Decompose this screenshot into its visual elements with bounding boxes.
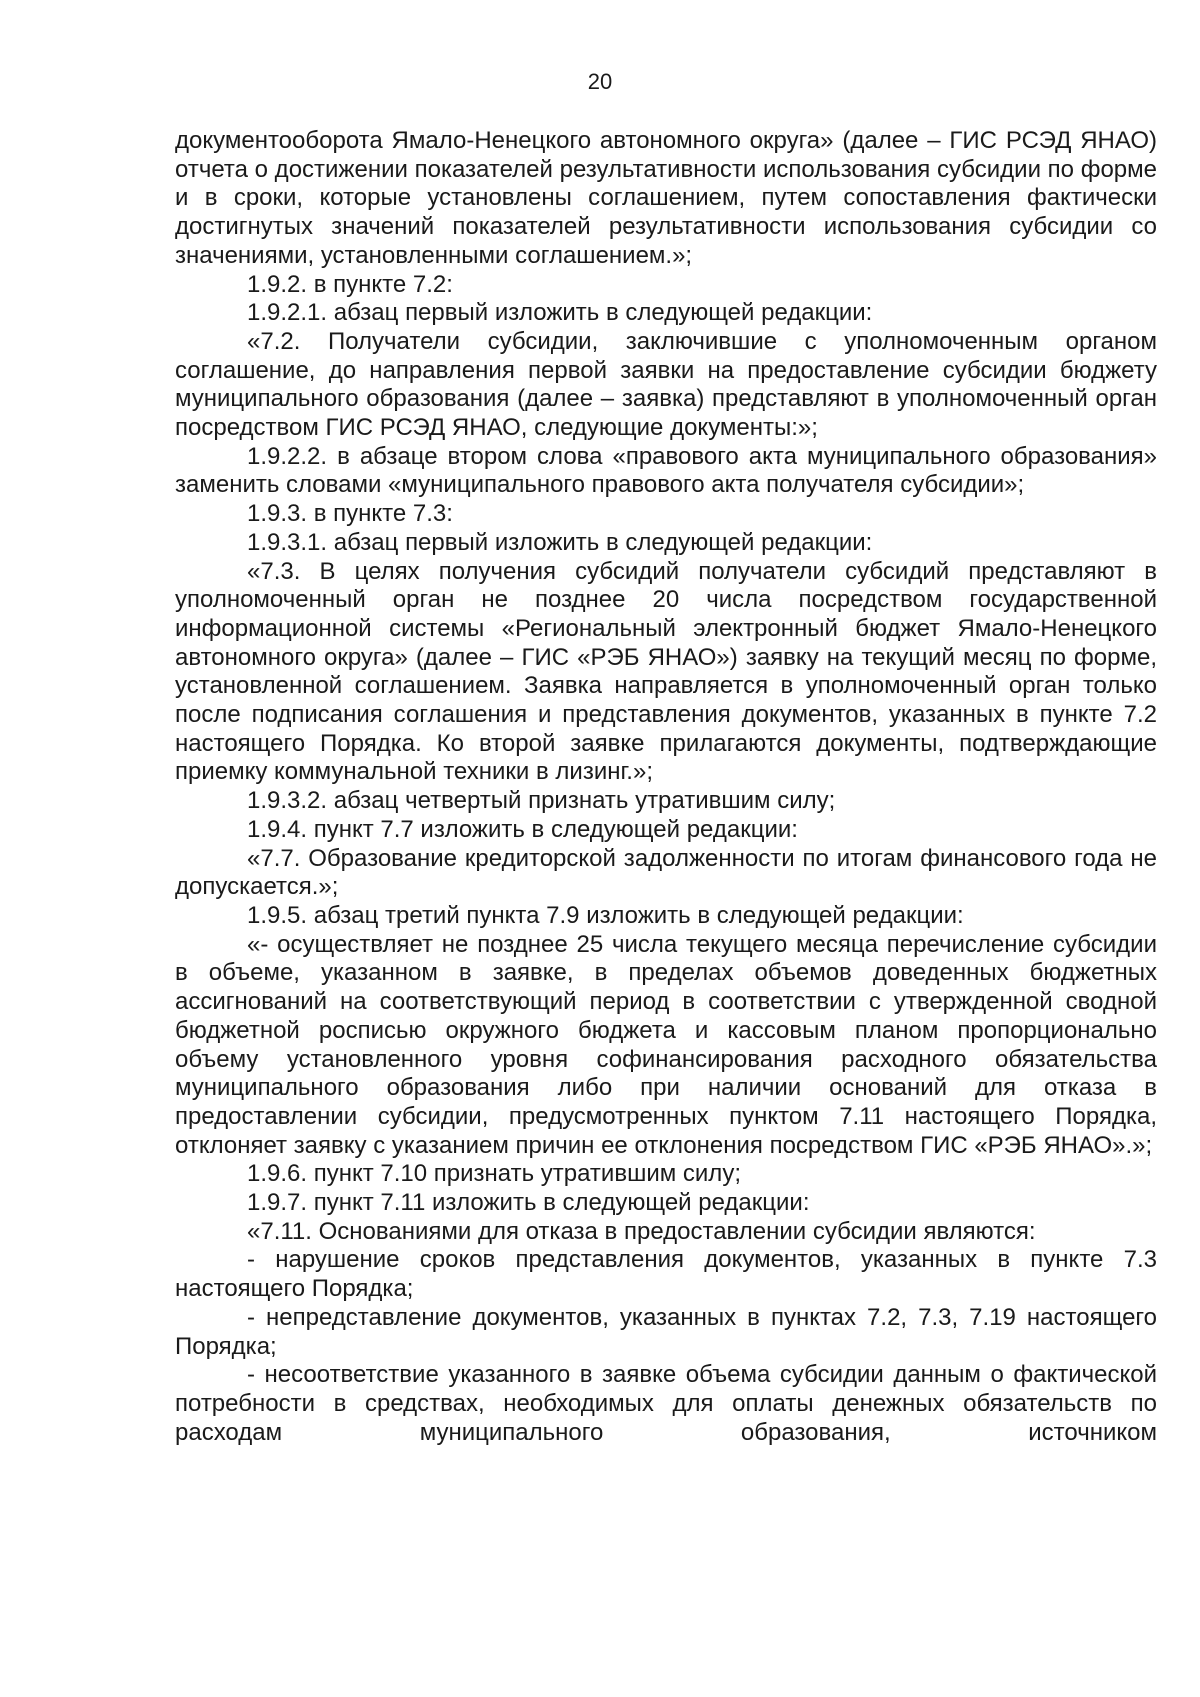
paragraph-item-1-9-2-1: 1.9.2.1. абзац первый изложить в следующей редакции: bbox=[247, 299, 873, 327]
list-item-refusal-2: - непредставление документов, указанных в пунктах 7.2, 7.3, 7.19 настоящего Порядка; bbox=[175, 1303, 1157, 1360]
list-item-refusal-1: - нарушение сроков представления документов, указанных в пункте 7.3 настоящего Порядка; bbox=[175, 1246, 1157, 1303]
list-item-refusal-3: - несоответствие указанного в заявке объема субсидии данным о фактической потребности в средствах, необходимых для оплаты денежных обязательств по расходам муниципального образования, источником bbox=[175, 1361, 1157, 1446]
paragraph-quote-7-7: «7.7. Образование кредиторской задолженности по итогам финансового года не допускается.»; bbox=[175, 844, 1157, 901]
paragraph-quote-7-11: «7.11. Основаниями для отказа в предоставлении субсидии являются: bbox=[247, 1217, 1036, 1245]
paragraph-item-1-9-3-1: 1.9.3.1. абзац первый изложить в следующей редакции: bbox=[247, 528, 873, 556]
paragraph-item-1-9-2-2: 1.9.2.2. в абзаце втором слова «правового акта муниципального образования» заменить словами «муниципального правового акта получателя субсидии»; bbox=[175, 442, 1157, 499]
paragraph-item-1-9-6: 1.9.6. пункт 7.10 признать утратившим силу; bbox=[247, 1160, 741, 1188]
paragraph-item-1-9-2: 1.9.2. в пункте 7.2: bbox=[247, 270, 453, 298]
paragraph-intro: документооборота Ямало-Ненецкого автономного округа» (далее – ГИС РСЭД ЯНАО) отчета о достижении показателей результативности использования субсидии по форме и в сроки, которые установлены соглашением, путем сопоставления фактически достигнутых значений показателей результативности использования субсидии со значениями, установленными соглашением.»; bbox=[175, 127, 1157, 269]
paragraph-quote-7-9: «- осуществляет не позднее 25 числа текущего месяца перечисление субсидии в объеме, указанном в заявке, в пределах объемов доведенных бюджетных ассигнований на соответствующий период в соответствии с утвержденной сводной бюджетной росписью окружного бюджета и кассовым планом пропорционально объему установленного уровня софинансирования расходного обязательства муниципального образования либо при наличии оснований для отказа в предоставлении субсидии, предусмотренных пунктом 7.11 настоящего Порядка, отклоняет заявку с указанием причин ее отклонения посредством ГИС «РЭБ ЯНАО».»; bbox=[175, 930, 1157, 1159]
document-body bbox=[175, 127, 1157, 1447]
paragraph-quote-7-2: «7.2. Получатели субсидии, заключившие с уполномоченным органом соглашение, до направления первой заявки на предоставление субсидии бюджету муниципального образования (далее – заявка) представляют в уполномоченный орган посредством ГИС РСЭД ЯНАО, следующие документы:»; bbox=[175, 327, 1157, 442]
paragraph-item-1-9-3-2: 1.9.3.2. абзац четвертый признать утратившим силу; bbox=[247, 787, 836, 815]
page-number: 20 bbox=[587, 69, 613, 94]
paragraph-item-1-9-4: 1.9.4. пункт 7.7 изложить в следующей редакции: bbox=[247, 815, 798, 843]
paragraph-quote-7-3: «7.3. В целях получения субсидий получатели субсидий представляют в уполномоченный орган не позднее 20 числа посредством государственной информационной системы «Региональный электронный бюджет Ямало-Ненецкого автономного округа» (далее – ГИС «РЭБ ЯНАО») заявку на текущий месяц по форме, установленной соглашением. Заявка направляется в уполномоченный орган только после подписания соглашения и представления документов, указанных в пункте 7.2 настоящего Порядка. Ко второй заявке прилагаются документы, подтверждающие приемку коммунальной техники в лизинг.»; bbox=[175, 557, 1157, 786]
paragraph-item-1-9-5: 1.9.5. абзац третий пункта 7.9 изложить в следующей редакции: bbox=[247, 901, 964, 929]
paragraph-item-1-9-3: 1.9.3. в пункте 7.3: bbox=[247, 500, 453, 528]
paragraph-item-1-9-7: 1.9.7. пункт 7.11 изложить в следующей редакции: bbox=[247, 1189, 810, 1217]
